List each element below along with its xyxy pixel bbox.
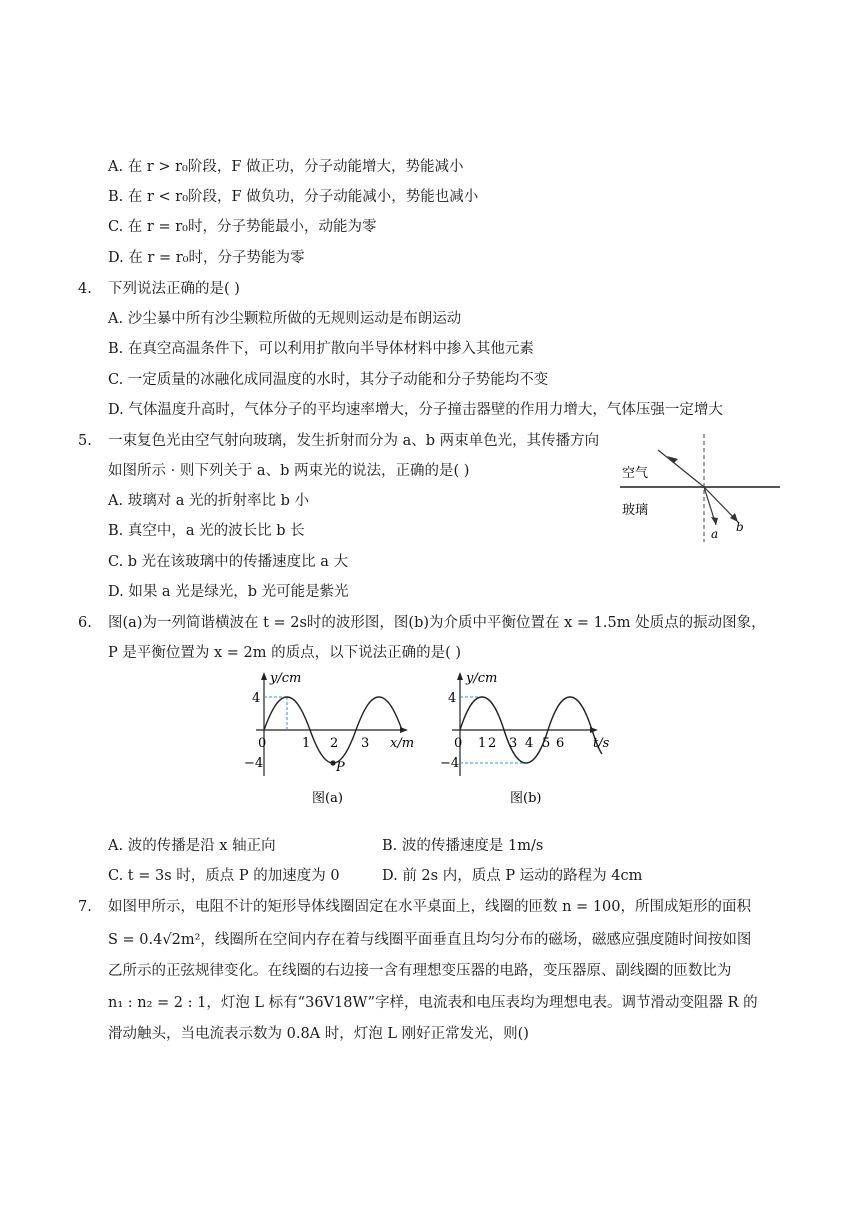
graph-b-xtick-0: 0 [454,736,463,751]
graph-b-xtick-6: 6 [556,736,565,751]
glass-label: 玻璃 [622,503,649,518]
graph-a-xtick-0: 0 [258,736,267,751]
graph-b-xtick-5: 5 [542,736,551,751]
refraction-figure [612,432,784,544]
q5-option-d: D. 如果 a 光是绿光，b 光可能是紫光 [108,584,349,600]
graph-b-xtick-3: 3 [509,736,518,751]
graph-a-xlabel: x/m [390,736,415,751]
q4-number: 4. [78,281,92,297]
q7-line-2: S = 0.4√2m²，线圈所在空间内存在着与线圈平面垂直且均匀分布的磁场，磁感应强度随时间按如图 [108,932,752,948]
q4-option-d: D. 气体温度升高时，气体分子的平均速率增大，分子撞击器壁的作用力增大，气体压强一定增大 [108,402,723,418]
y-axis-arrow-icon [457,672,463,680]
graph-a-caption: 图(a) [312,791,343,806]
q5-stem-line1: 一束复色光由空气射向玻璃，发生折射而分为 a、b 两束单色光，其传播方向 [108,433,600,449]
q3-option-b: B. 在 r < r₀阶段，F 做负功，分子动能减小，势能也减小 [108,189,479,205]
air-label: 空气 [622,466,649,481]
q3-option-c: C. 在 r = r₀时，分子势能最小，动能为零 [108,219,377,235]
point-p-label: P [336,760,345,775]
graph-b-xtick-1: 1 [478,736,487,751]
point-p-icon [330,760,335,765]
q7-line-4: n₁ : n₂ = 2 : 1，灯泡 L 标有“36V18W”字样，电流表和电压表均为理想电表。调节滑动变阻器 R 的 [108,995,758,1011]
q7-line-5: 滑动触头，当电流表示数为 0.8A 时，灯泡 L 刚好正常发光，则() [108,1026,529,1042]
graph-a-xtick-2: 2 [330,736,339,751]
graph-b-ytick-4: 4 [448,691,457,706]
q6-option-b: B. 波的传播速度是 1m/s [382,838,544,854]
q5-option-c: C. b 光在该玻璃中的传播速度比 a 大 [108,554,349,570]
graph-a-ytick-4: 4 [252,691,261,706]
graph-a-ylabel: y/cm [270,671,302,686]
q6-option-d: D. 前 2s 内，质点 P 运动的路程为 4cm [382,868,643,884]
wave-graph-b [436,668,626,813]
q5-option-a: A. 玻璃对 a 光的折射率比 b 小 [108,493,310,509]
q7-line-3: 乙所示的正弦规律变化。在线圈的右边接一含有理想变压器的电路，变压器原、副线圈的匝数比为 [108,963,732,979]
graph-b-ylabel: y/cm [466,671,498,686]
q6-stem-line2: P 是平衡位置为 x = 2m 的质点，以下说法正确的是( ) [108,645,462,661]
graph-a-ytick-neg4: −4 [244,756,264,771]
q6-option-c: C. t = 3s 时，质点 P 的加速度为 0 [108,868,340,884]
graph-a-xtick-1: 1 [302,736,311,751]
q3-option-a: A. 在 r > r₀阶段，F 做正功，分子动能增大，势能减小 [108,159,464,175]
q4-stem: 下列说法正确的是( ) [108,281,240,297]
graph-b-xtick-2: 2 [488,736,497,751]
ray-a-label: a [711,527,719,541]
q5-stem-line2: 如图所示 · 则下列关于 a、b 两束光的说法，正确的是( ) [108,463,470,479]
ray-a-arrow-icon [711,517,718,525]
graph-b-xtick-4: 4 [525,736,534,751]
q4-option-a: A. 沙尘暴中所有沙尘颗粒所做的无规则运动是布朗运动 [108,311,462,327]
graph-b-caption: 图(b) [510,791,542,806]
q6-option-a: A. 波的传播是沿 x 轴正向 [108,838,276,854]
graph-b-xlabel: t/s [593,736,610,751]
graph-b-ytick-neg4: −4 [440,756,460,771]
q6-stem-line1: 图(a)为一列简谐横波在 t = 2s时的波形图，图(b)为介质中平衡位置在 x = 1.5m 处质点的振动图象， [108,615,766,631]
q4-option-c: C. 一定质量的冰融化成同温度的水时，其分子动能和分子势能均不变 [108,372,549,388]
incident-ray [658,450,704,487]
q5-option-b: B. 真空中，a 光的波长比 b 长 [108,523,305,539]
graph-a-xtick-3: 3 [361,736,370,751]
q4-option-b: B. 在真空高温条件下，可以利用扩散向半导体材料中掺入其他元素 [108,341,534,357]
q7-number: 7. [78,899,92,915]
q6-number: 6. [78,615,92,631]
ray-b-label: b [736,520,744,534]
wave-graph-a [240,668,430,813]
q7-line-1: 如图甲所示，电阻不计的矩形导体线圈固定在水平桌面上，线圈的匝数 n = 100，所围成矩形的面积 [108,899,751,915]
q5-number: 5. [78,433,92,449]
q3-option-d: D. 在 r = r₀时，分子势能为零 [108,250,305,266]
y-axis-arrow-icon [261,672,267,680]
